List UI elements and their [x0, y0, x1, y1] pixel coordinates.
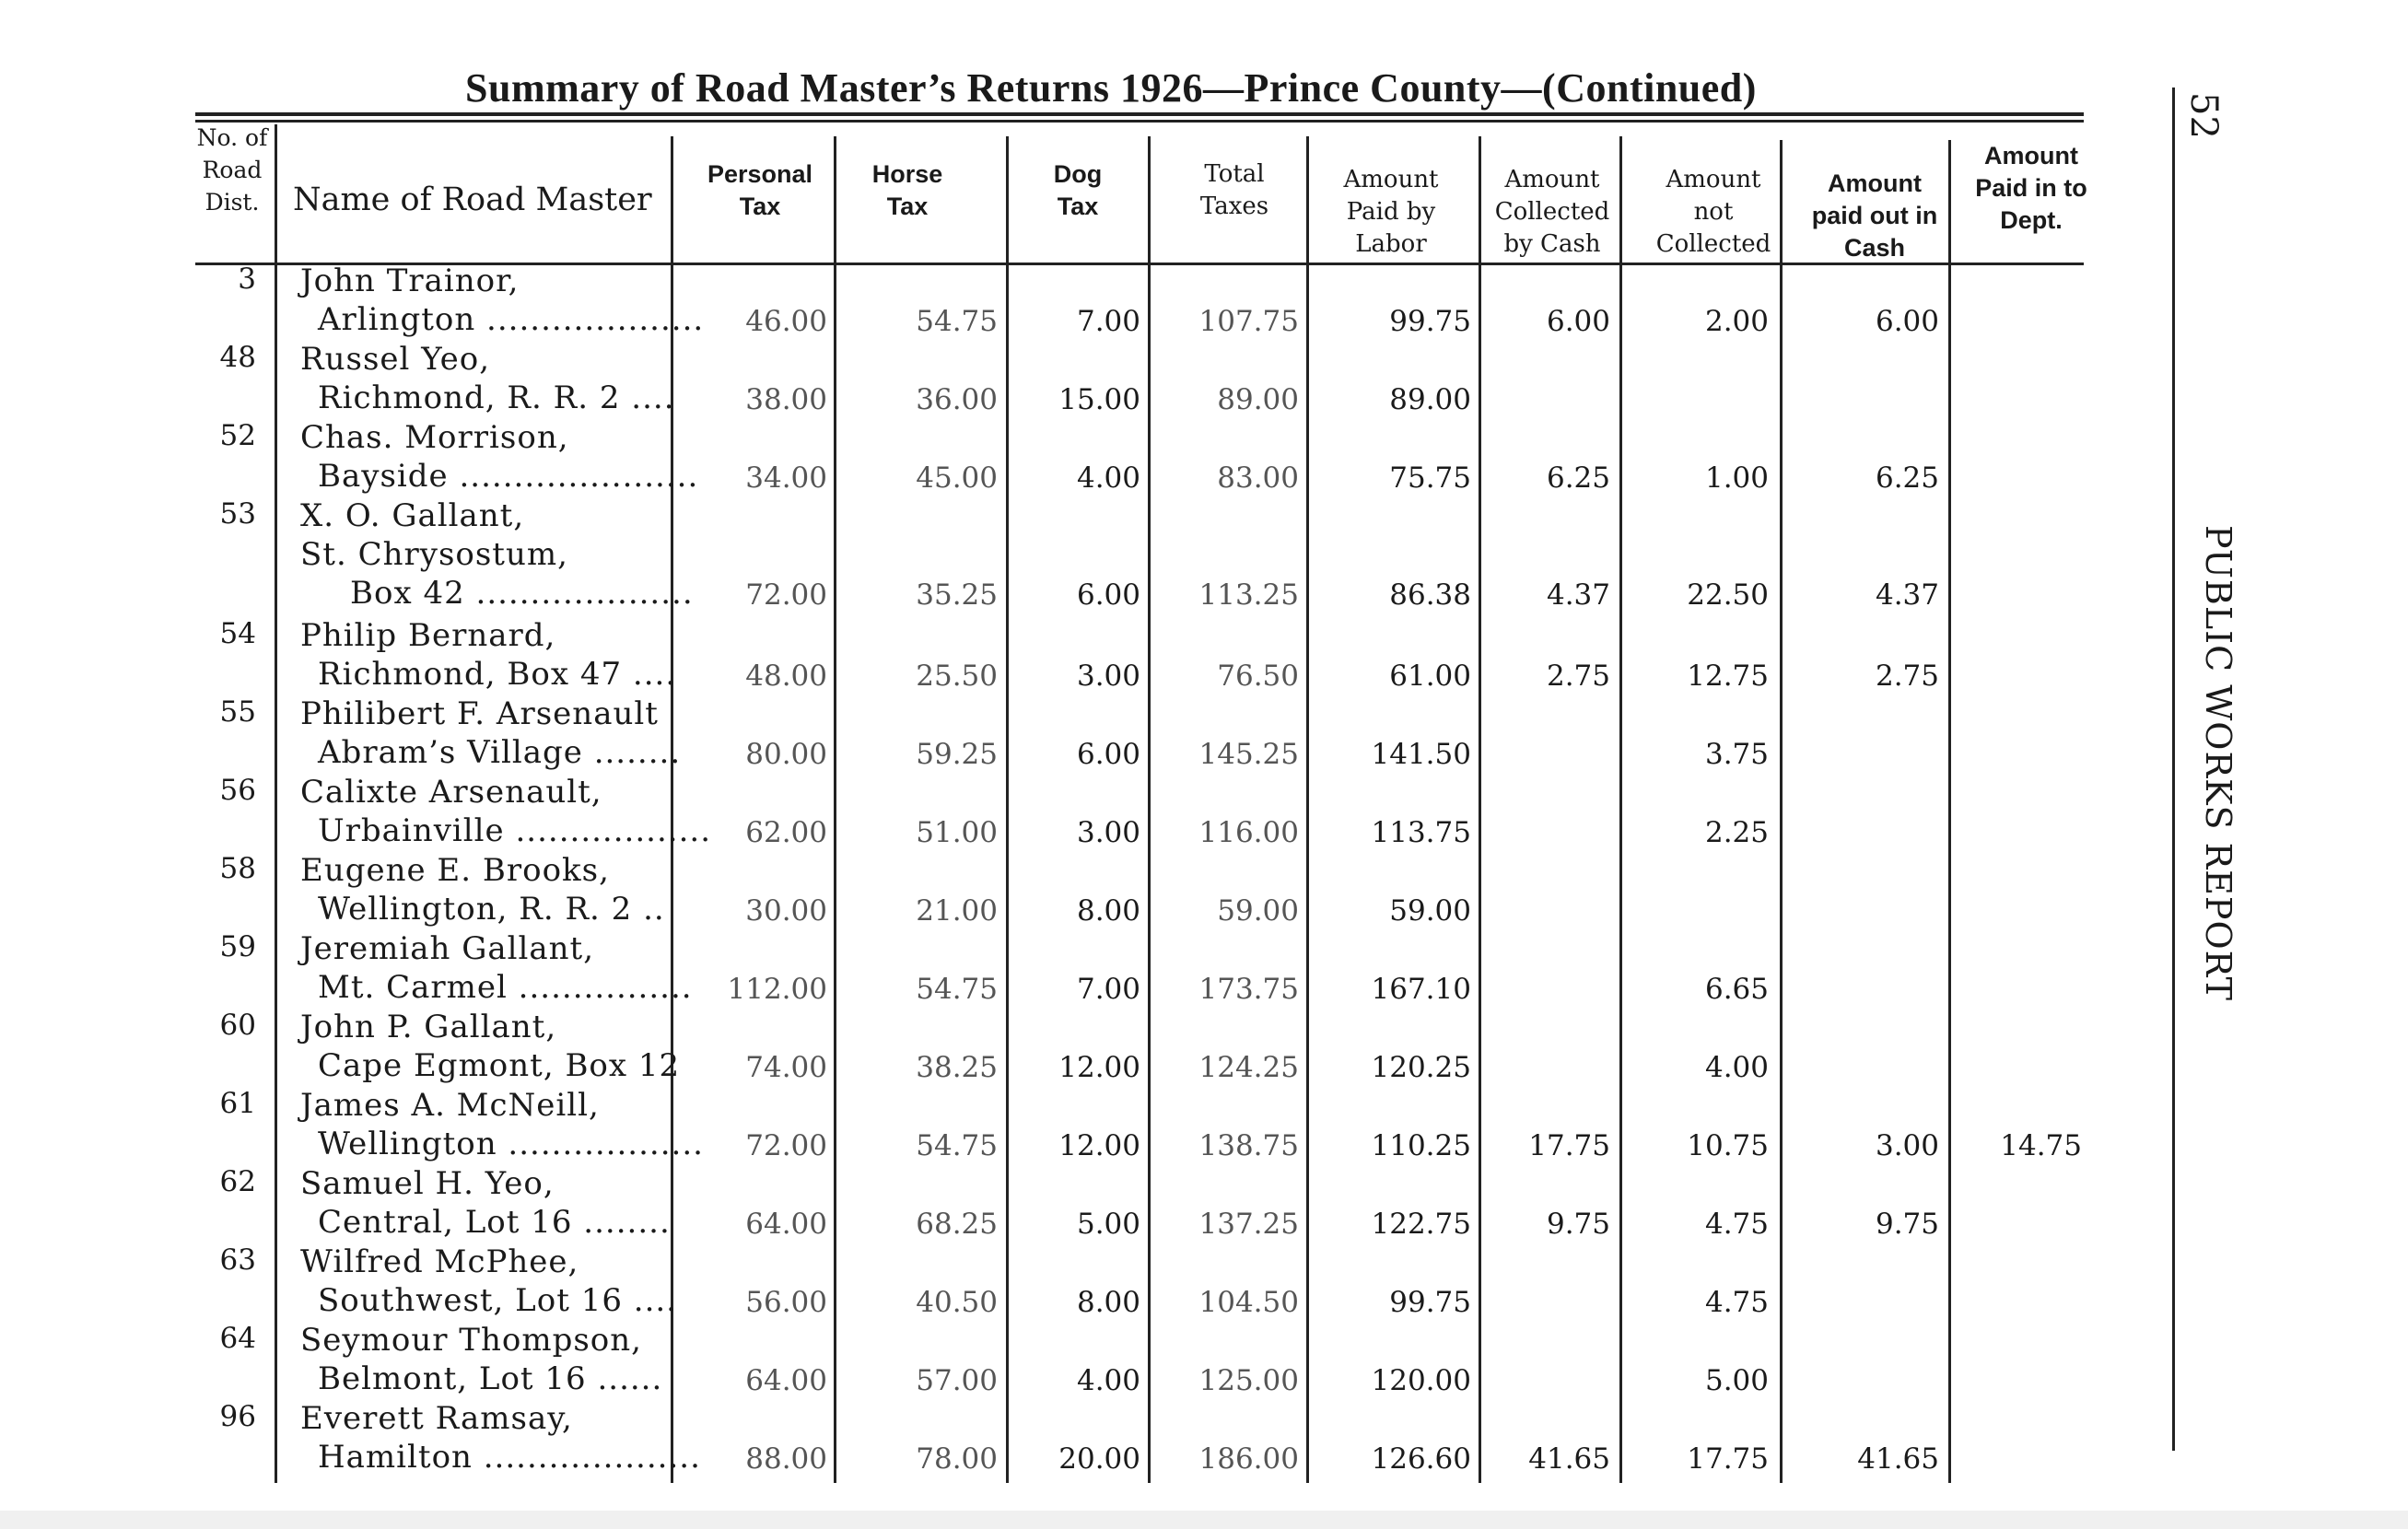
- amount-personal: 72.00: [745, 1129, 827, 1162]
- amount-dog: 20.00: [1058, 1442, 1140, 1476]
- amount-personal: 74.00: [745, 1051, 827, 1084]
- col-rule: [1619, 136, 1622, 1483]
- amount-labor: 59.00: [1389, 894, 1471, 928]
- road-master-address: Wellington ..................: [318, 1126, 704, 1162]
- road-master-name: John Trainor,: [300, 263, 520, 299]
- amount-horse: 21.00: [916, 894, 998, 928]
- col-header-not-collected: Amount not Collected: [1655, 166, 1771, 258]
- amount-cash: 2.75: [1546, 659, 1610, 693]
- amount-paid-out: 41.65: [1857, 1442, 1939, 1476]
- amount-cash: 9.75: [1546, 1208, 1610, 1241]
- amount-dog: 6.00: [1076, 578, 1140, 612]
- amount-personal: 34.00: [745, 461, 827, 495]
- amount-dog: 12.00: [1058, 1129, 1140, 1162]
- amount-not-collected: 22.50: [1687, 578, 1769, 612]
- amount-paid-out: 4.37: [1875, 578, 1939, 612]
- road-master-name: Jeremiah Gallant,: [300, 930, 595, 967]
- col-rule: [1948, 140, 1951, 1483]
- amount-horse: 54.75: [916, 305, 998, 338]
- amount-dog: 8.00: [1076, 1286, 1140, 1319]
- amount-personal: 64.00: [745, 1364, 827, 1397]
- col-rule: [1306, 136, 1309, 1483]
- amount-horse: 54.75: [916, 973, 998, 1006]
- amount-personal: 112.00: [727, 973, 827, 1006]
- amount-paid-out: 3.00: [1875, 1129, 1939, 1162]
- amount-horse: 38.25: [916, 1051, 998, 1084]
- road-master-name: John P. Gallant,: [300, 1009, 557, 1045]
- road-master-address: Central, Lot 16 ........: [318, 1204, 671, 1241]
- road-master-address: Abram’s Village ........: [318, 734, 682, 771]
- col-rule: [834, 136, 836, 1483]
- amount-horse: 35.25: [916, 578, 998, 612]
- amount-paid-out: 9.75: [1875, 1208, 1939, 1241]
- amount-not-collected: 1.00: [1704, 461, 1769, 495]
- margin-rule: [2172, 88, 2175, 1451]
- amount-dog: 15.00: [1058, 383, 1140, 416]
- amount-personal: 64.00: [745, 1208, 827, 1241]
- road-master-name: Seymour Thompson,: [300, 1322, 642, 1359]
- amount-cash: 6.25: [1546, 461, 1610, 495]
- road-district-number: 48: [219, 341, 256, 374]
- amount-cash: 6.00: [1546, 305, 1610, 338]
- road-master-name: X. O. Gallant,: [300, 497, 525, 534]
- amount-horse: 68.25: [916, 1208, 998, 1241]
- amount-personal: 72.00: [745, 578, 827, 612]
- amount-horse: 40.50: [916, 1286, 998, 1319]
- amount-not-collected: 10.75: [1687, 1129, 1769, 1162]
- amount-labor: 75.75: [1389, 461, 1471, 495]
- amount-labor: 89.00: [1389, 383, 1471, 416]
- amount-not-collected: 2.00: [1704, 305, 1769, 338]
- road-master-name: Russel Yeo,: [300, 341, 491, 378]
- col-header-labor: Amount Paid by Labor: [1343, 166, 1439, 258]
- amount-total: 125.00: [1198, 1364, 1299, 1397]
- amount-total: 124.25: [1198, 1051, 1299, 1084]
- road-master-name: James A. McNeill,: [300, 1087, 600, 1124]
- amount-personal: 80.00: [745, 738, 827, 771]
- amount-horse: 54.75: [916, 1129, 998, 1162]
- header-top-rule-2: [195, 120, 2084, 123]
- amount-horse: 51.00: [916, 816, 998, 849]
- road-district-number: 96: [219, 1400, 256, 1433]
- road-master-name: Everett Ramsay,: [300, 1400, 573, 1437]
- amount-personal: 30.00: [745, 894, 827, 928]
- col-header-personal: Personal Tax: [707, 160, 813, 220]
- road-district-number: 54: [219, 617, 256, 650]
- amount-personal: 56.00: [745, 1286, 827, 1319]
- amount-dog: 4.00: [1076, 1364, 1140, 1397]
- col-rule: [275, 124, 277, 1483]
- amount-not-collected: 4.00: [1704, 1051, 1769, 1084]
- amount-labor: 86.38: [1389, 578, 1471, 612]
- road-master-name: Philibert F. Arsenault: [300, 695, 659, 732]
- road-master-address: Wellington, R. R. 2 ..: [318, 891, 665, 928]
- amount-not-collected: 12.75: [1687, 659, 1769, 693]
- amount-labor: 113.75: [1371, 816, 1471, 849]
- road-district-number: 52: [219, 419, 256, 452]
- road-master-address: Southwest, Lot 16 ....: [318, 1282, 677, 1319]
- amount-not-collected: 4.75: [1704, 1286, 1769, 1319]
- col-header-paid-dept: Amount Paid in to Dept.: [1975, 142, 2087, 234]
- amount-paid-out: 6.25: [1875, 461, 1939, 495]
- header-top-rule: [195, 112, 2084, 116]
- road-master-name: Wilfred McPhee,: [300, 1243, 579, 1280]
- road-master-address: St. Chrysostum,: [300, 536, 568, 573]
- amount-dog: 5.00: [1076, 1208, 1140, 1241]
- road-master-address: Cape Egmont, Box 12: [318, 1047, 681, 1084]
- col-header-total: Total Taxes: [1199, 160, 1269, 220]
- amount-not-collected: 5.00: [1704, 1364, 1769, 1397]
- col-header-no: No. of Road Dist.: [196, 124, 268, 216]
- amount-dog: 4.00: [1076, 461, 1140, 495]
- amount-personal: 46.00: [745, 305, 827, 338]
- col-rule: [1148, 136, 1151, 1483]
- road-district-number: 63: [219, 1243, 256, 1277]
- amount-not-collected: 4.75: [1704, 1208, 1769, 1241]
- amount-total: 89.00: [1217, 383, 1299, 416]
- amount-total: 145.25: [1198, 738, 1299, 771]
- amount-total: 76.50: [1217, 659, 1299, 693]
- amount-total: 107.75: [1198, 305, 1299, 338]
- road-master-name: Eugene E. Brooks,: [300, 852, 610, 889]
- amount-dog: 8.00: [1076, 894, 1140, 928]
- amount-horse: 25.50: [916, 659, 998, 693]
- road-district-number: 62: [219, 1165, 256, 1198]
- road-district-number: 55: [219, 695, 256, 729]
- road-district-number: 59: [219, 930, 256, 963]
- amount-labor: 99.75: [1389, 305, 1471, 338]
- amount-personal: 38.00: [745, 383, 827, 416]
- amount-labor: 141.50: [1371, 738, 1471, 771]
- amount-dept: 14.75: [2000, 1129, 2082, 1162]
- amount-total: 113.25: [1198, 578, 1299, 612]
- col-rule: [1006, 136, 1009, 1483]
- col-rule: [671, 136, 673, 1483]
- amount-personal: 48.00: [745, 659, 827, 693]
- col-header-cash: Amount Collected by Cash: [1494, 166, 1610, 258]
- amount-labor: 110.25: [1371, 1129, 1471, 1162]
- road-district-number: 3: [238, 263, 256, 296]
- road-district-number: 61: [219, 1087, 256, 1120]
- col-header-horse: Horse Tax: [871, 160, 943, 220]
- amount-cash: 17.75: [1528, 1129, 1610, 1162]
- amount-total: 104.50: [1198, 1286, 1299, 1319]
- amount-total: 173.75: [1198, 973, 1299, 1006]
- amount-horse: 78.00: [916, 1442, 998, 1476]
- amount-dog: 7.00: [1076, 973, 1140, 1006]
- amount-cash: 4.37: [1546, 578, 1610, 612]
- road-master-name: Calixte Arsenault,: [300, 774, 602, 811]
- amount-horse: 59.25: [916, 738, 998, 771]
- amount-dog: 3.00: [1076, 816, 1140, 849]
- running-title: PUBLIC WORKS REPORT: [2198, 525, 2239, 1001]
- amount-dog: 3.00: [1076, 659, 1140, 693]
- amount-horse: 57.00: [916, 1364, 998, 1397]
- amount-not-collected: 2.25: [1704, 816, 1769, 849]
- road-district-number: 53: [219, 497, 256, 531]
- road-district-number: 58: [219, 852, 256, 885]
- page-number: 52: [2182, 92, 2225, 139]
- amount-not-collected: 17.75: [1687, 1442, 1769, 1476]
- amount-horse: 45.00: [916, 461, 998, 495]
- road-master-address: Richmond, Box 47 ....: [318, 656, 677, 693]
- amount-total: 138.75: [1198, 1129, 1299, 1162]
- amount-labor: 167.10: [1371, 973, 1471, 1006]
- amount-total: 116.00: [1198, 816, 1299, 849]
- amount-labor: 120.25: [1371, 1051, 1471, 1084]
- road-master-address: Mt. Carmel ................: [318, 969, 693, 1006]
- road-district-number: 56: [219, 774, 256, 807]
- road-master-name: Samuel H. Yeo,: [300, 1165, 555, 1202]
- amount-total: 186.00: [1198, 1442, 1299, 1476]
- road-district-number: 64: [219, 1322, 256, 1355]
- col-header-dog: Dog Tax: [1053, 160, 1103, 220]
- road-master-address: Belmont, Lot 16 ......: [318, 1360, 663, 1397]
- col-header-name: Name of Road Master: [293, 181, 652, 218]
- amount-total: 59.00: [1217, 894, 1299, 928]
- road-master-address-line: Box 42 ....................: [350, 575, 694, 612]
- road-master-address: Urbainville ..................: [318, 812, 712, 849]
- amount-dog: 6.00: [1076, 738, 1140, 771]
- amount-labor: 126.60: [1371, 1442, 1471, 1476]
- amount-dog: 7.00: [1076, 305, 1140, 338]
- amount-personal: 62.00: [745, 816, 827, 849]
- amount-cash: 41.65: [1528, 1442, 1610, 1476]
- page-title: Summary of Road Master’s Returns 1926—Prince County—(Continued): [465, 65, 1757, 111]
- scan-edge: [0, 1511, 2408, 1529]
- road-master-address: Hamilton ....................: [318, 1439, 701, 1476]
- amount-horse: 36.00: [916, 383, 998, 416]
- col-header-paid-out: Amount paid out in Cash: [1811, 169, 1938, 262]
- amount-personal: 88.00: [745, 1442, 827, 1476]
- amount-labor: 122.75: [1371, 1208, 1471, 1241]
- road-master-address: Richmond, R. R. 2 ....: [318, 379, 675, 416]
- road-district-number: 60: [219, 1009, 256, 1042]
- amount-paid-out: 6.00: [1875, 305, 1939, 338]
- road-master-address: Arlington ....................: [318, 301, 705, 338]
- col-rule: [1780, 140, 1783, 1483]
- road-master-address: Bayside ......................: [318, 458, 699, 495]
- amount-labor: 120.00: [1371, 1364, 1471, 1397]
- amount-labor: 99.75: [1389, 1286, 1471, 1319]
- amount-total: 137.25: [1198, 1208, 1299, 1241]
- road-master-name: Chas. Morrison,: [300, 419, 569, 456]
- col-rule: [1479, 136, 1481, 1483]
- amount-dog: 12.00: [1058, 1051, 1140, 1084]
- road-master-name: Philip Bernard,: [300, 617, 556, 654]
- amount-not-collected: 3.75: [1704, 738, 1769, 771]
- amount-total: 83.00: [1217, 461, 1299, 495]
- amount-labor: 61.00: [1389, 659, 1471, 693]
- amount-paid-out: 2.75: [1875, 659, 1939, 693]
- amount-not-collected: 6.65: [1704, 973, 1769, 1006]
